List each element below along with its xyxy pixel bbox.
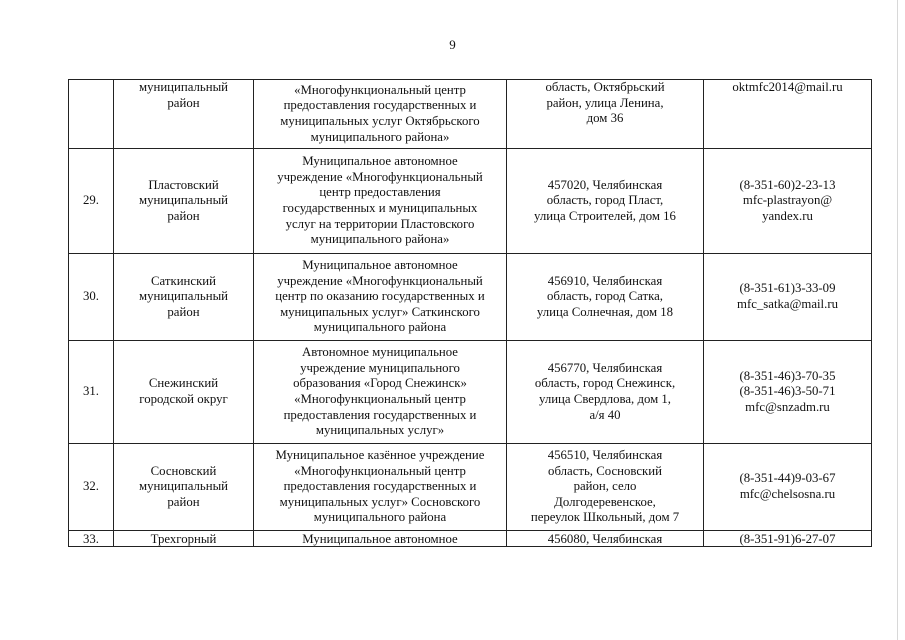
page-number: 9: [449, 37, 456, 52]
address-cell: [507, 149, 704, 254]
organization-cell-line: «Многофункциональный центр: [294, 392, 466, 406]
address-cell: [507, 341, 704, 444]
mfc-table: [68, 79, 872, 547]
organization-cell-line: учреждение муниципального: [300, 360, 460, 375]
municipality-cell-line: городской округ: [139, 392, 228, 406]
contacts-cell-line: (8-351-91)6-27-07: [739, 531, 836, 546]
contacts-cell-line: yandex.ru: [762, 208, 813, 223]
address-cell-line: 456080, Челябинская: [547, 531, 663, 546]
organization-cell-line: «Многофункциональный центр: [294, 82, 466, 97]
contacts-cell-line: mfc_satka@mail.ru: [737, 297, 838, 311]
address-cell-line: район, село: [573, 479, 637, 494]
municipality-cell-line: муниципальный: [138, 80, 229, 94]
address-cell: [507, 254, 704, 341]
organization-cell-line: Муниципальное автономное: [302, 258, 458, 273]
contacts-cell: [704, 444, 872, 531]
organization-cell-line: муниципальных услуг Октябрьского: [280, 114, 480, 128]
municipality-cell: [114, 531, 254, 547]
address-cell-line: область, город Снежинск,: [534, 376, 676, 391]
organization-cell-line: муниципальных услуг» Сосновского: [279, 494, 481, 509]
organization-cell-line: государственных и муниципальных: [282, 201, 478, 215]
row-number-cell: 30.: [69, 254, 114, 341]
organization-cell-line: центр по оказанию государственных и: [275, 289, 485, 304]
organization-cell-line: предоставления государственных и: [283, 407, 477, 422]
address-cell-line: улица Солнечная, дом 18: [536, 304, 674, 319]
municipality-cell-line: муниципальный: [138, 289, 229, 304]
municipality-cell-line: район: [167, 208, 200, 223]
address-cell-line: 457020, Челябинская: [547, 177, 663, 192]
row-number-cell: 33.: [69, 531, 114, 547]
organization-cell-line: центр предоставления: [319, 185, 441, 200]
organization-cell-line: образования «Город Снежинск»: [293, 376, 467, 391]
municipality-cell-line: район: [167, 494, 200, 509]
contacts-cell-line: (8-351-61)3-33-09: [739, 281, 836, 296]
table-row: [69, 341, 872, 444]
organization-cell-line: Автономное муниципальное: [301, 345, 458, 360]
organization-cell-line: муниципального района»: [310, 232, 450, 247]
organization-cell-line: предоставления государственных и: [283, 479, 477, 494]
address-cell-line: улица Строителей, дом 16: [534, 208, 676, 223]
address-cell: [507, 531, 704, 547]
address-cell-line: 456770, Челябинская: [547, 360, 663, 375]
municipality-cell-line: район: [167, 304, 200, 319]
contacts-cell-line: (8-351-46)3-70-35: [739, 368, 836, 383]
municipality-cell: [114, 149, 254, 254]
row-number-cell: 31.: [69, 341, 114, 444]
organization-cell-line: муниципального района»: [310, 129, 450, 144]
municipality-cell-line: Пластовский: [148, 177, 219, 192]
address-cell-line: переулок Школьный, дом 7: [530, 510, 680, 525]
row-number-cell: 29.: [69, 149, 114, 254]
address-cell-line: область, город Сатка,: [546, 289, 663, 304]
row-number-cell: [69, 80, 114, 149]
contacts-cell-line: mfc-plastrayon@: [742, 193, 833, 208]
row-number-cell: 32.: [69, 444, 114, 531]
table-row: [69, 80, 872, 149]
organization-cell-line: муниципальных услуг» Саткинского: [280, 304, 480, 319]
municipality-cell-line: Снежинский: [148, 376, 219, 391]
contacts-cell-line: (8-351-60)2-23-13: [739, 177, 836, 192]
organization-cell: [254, 80, 507, 149]
address-cell-line: область, город Пласт,: [546, 193, 664, 208]
municipality-cell: [114, 254, 254, 341]
organization-cell-line: учреждение «Многофункциональный: [277, 169, 483, 184]
municipality-cell-line: Сосновский: [150, 463, 217, 478]
address-cell-line: область, Сосновский: [548, 463, 662, 478]
contacts-cell: [704, 80, 872, 149]
contacts-cell: [704, 341, 872, 444]
contacts-cell-line: mfc@snzadm.ru: [745, 399, 830, 414]
municipality-cell-line: Саткинский: [151, 273, 216, 288]
address-cell-line: 456510, Челябинская: [547, 448, 663, 463]
organization-cell-line: Муниципальное казённое учреждение: [275, 448, 485, 463]
address-cell-line: Долгодеревенское,: [554, 494, 656, 509]
contacts-cell-line: oktmfc2014@mail.ru: [732, 80, 843, 94]
address-cell: [507, 80, 704, 149]
organization-cell-line: предоставления государственных и: [283, 98, 477, 113]
organization-cell-line: муниципальных услуг»: [315, 423, 445, 438]
address-cell-line: район, улица Ленина,: [546, 95, 664, 110]
organization-cell-line: «Многофункциональный центр: [294, 463, 466, 478]
address-cell-line: а/я 40: [589, 407, 621, 422]
scan-edge-line: [897, 0, 898, 640]
municipality-cell: [114, 341, 254, 444]
mfc-table-body: [69, 80, 872, 547]
organization-cell-line: услуг на территории Пластовского: [285, 216, 475, 231]
organization-cell: [254, 254, 507, 341]
municipality-cell: [114, 80, 254, 149]
address-cell-line: область, Октябрьский: [545, 80, 665, 94]
municipality-cell: [114, 444, 254, 531]
municipality-cell-line: муниципальный: [138, 193, 229, 208]
address-cell-line: 456910, Челябинская: [547, 273, 663, 288]
address-cell-line: дом 36: [586, 111, 624, 126]
address-cell: [507, 444, 704, 531]
organization-cell: [254, 444, 507, 531]
municipality-cell-line: район: [167, 95, 200, 110]
organization-cell-line: муниципального района: [313, 510, 447, 525]
municipality-cell-line: муниципальный: [138, 479, 229, 494]
organization-cell: [254, 531, 507, 547]
contacts-cell: [704, 149, 872, 254]
municipality-cell-line: Трехгорный: [150, 531, 217, 546]
contacts-cell-line: (8-351-44)9-03-67: [739, 471, 836, 486]
table-row: [69, 254, 872, 341]
contacts-cell: [704, 531, 872, 547]
address-cell-line: улица Свердлова, дом 1,: [538, 392, 672, 406]
table-row: [69, 444, 872, 531]
organization-cell-line: учреждение «Многофункциональный: [277, 273, 483, 288]
organization-cell: [254, 341, 507, 444]
organization-cell-line: муниципального района: [313, 320, 447, 335]
contacts-cell-line: mfc@chelsosna.ru: [739, 487, 836, 501]
organization-cell-line: Муниципальное автономное: [302, 531, 458, 546]
organization-cell-line: Муниципальное автономное: [302, 154, 458, 169]
organization-cell: [254, 149, 507, 254]
table-row: [69, 531, 872, 547]
contacts-cell-line: (8-351-46)3-50-71: [739, 384, 836, 399]
table-row: [69, 149, 872, 254]
contacts-cell: [704, 254, 872, 341]
